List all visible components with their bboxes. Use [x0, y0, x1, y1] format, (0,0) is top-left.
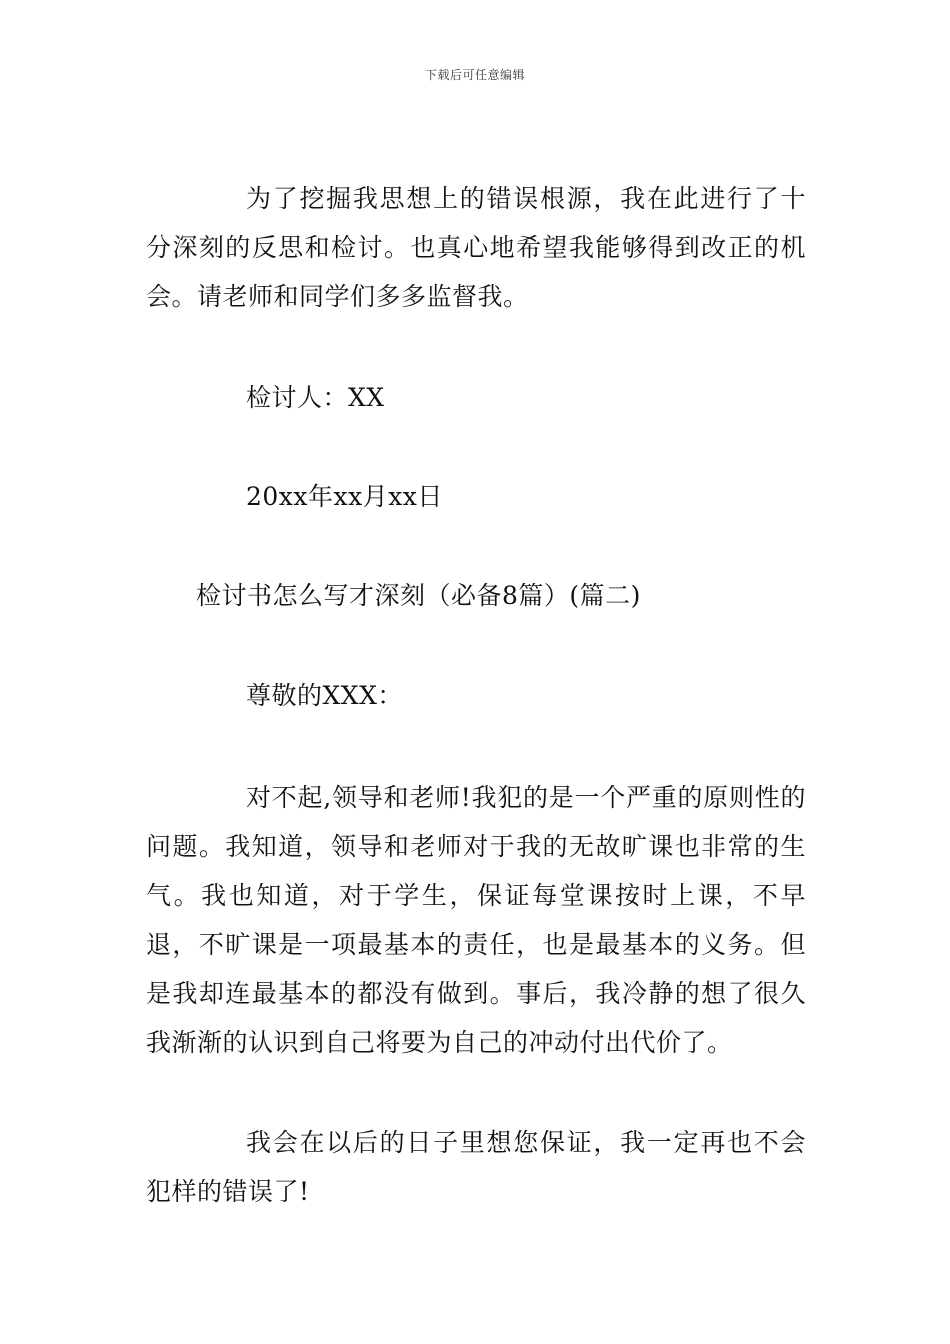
- header-note: 下载后可任意编辑: [424, 68, 525, 82]
- paragraph-reflection: 为了挖掘我思想上的错误根源，我在此进行了十分深刻的反思和检讨。也真心地希望我能够得到改正的机会。请老师和同学们多多监督我。: [146, 184, 806, 311]
- signer-line: 检讨人：XX: [246, 383, 385, 412]
- date-line: 20xx年xx月xx日: [246, 482, 443, 511]
- section-title: 检讨书怎么写才深刻（必备8篇）(篇二): [196, 581, 641, 610]
- paragraph-apology: 对不起,领导和老师!我犯的是一个严重的原则性的问题。我知道，领导和老师对于我的无故旷课也非常的生气。我也知道，对于学生，保证每堂课按时上课，不早退，不旷课是一项最基本的责任，也是最基本的义务。但是我却连最基本的都没有做到。事后，我冷静的想了很久我渐渐的认识到自己将要为自己的冲动付出代价了。: [146, 783, 806, 1057]
- paragraph-promise: 我会在以后的日子里想您保证，我一定再也不会犯样的错误了!: [146, 1128, 806, 1206]
- salutation: 尊敬的XXX：: [246, 681, 403, 710]
